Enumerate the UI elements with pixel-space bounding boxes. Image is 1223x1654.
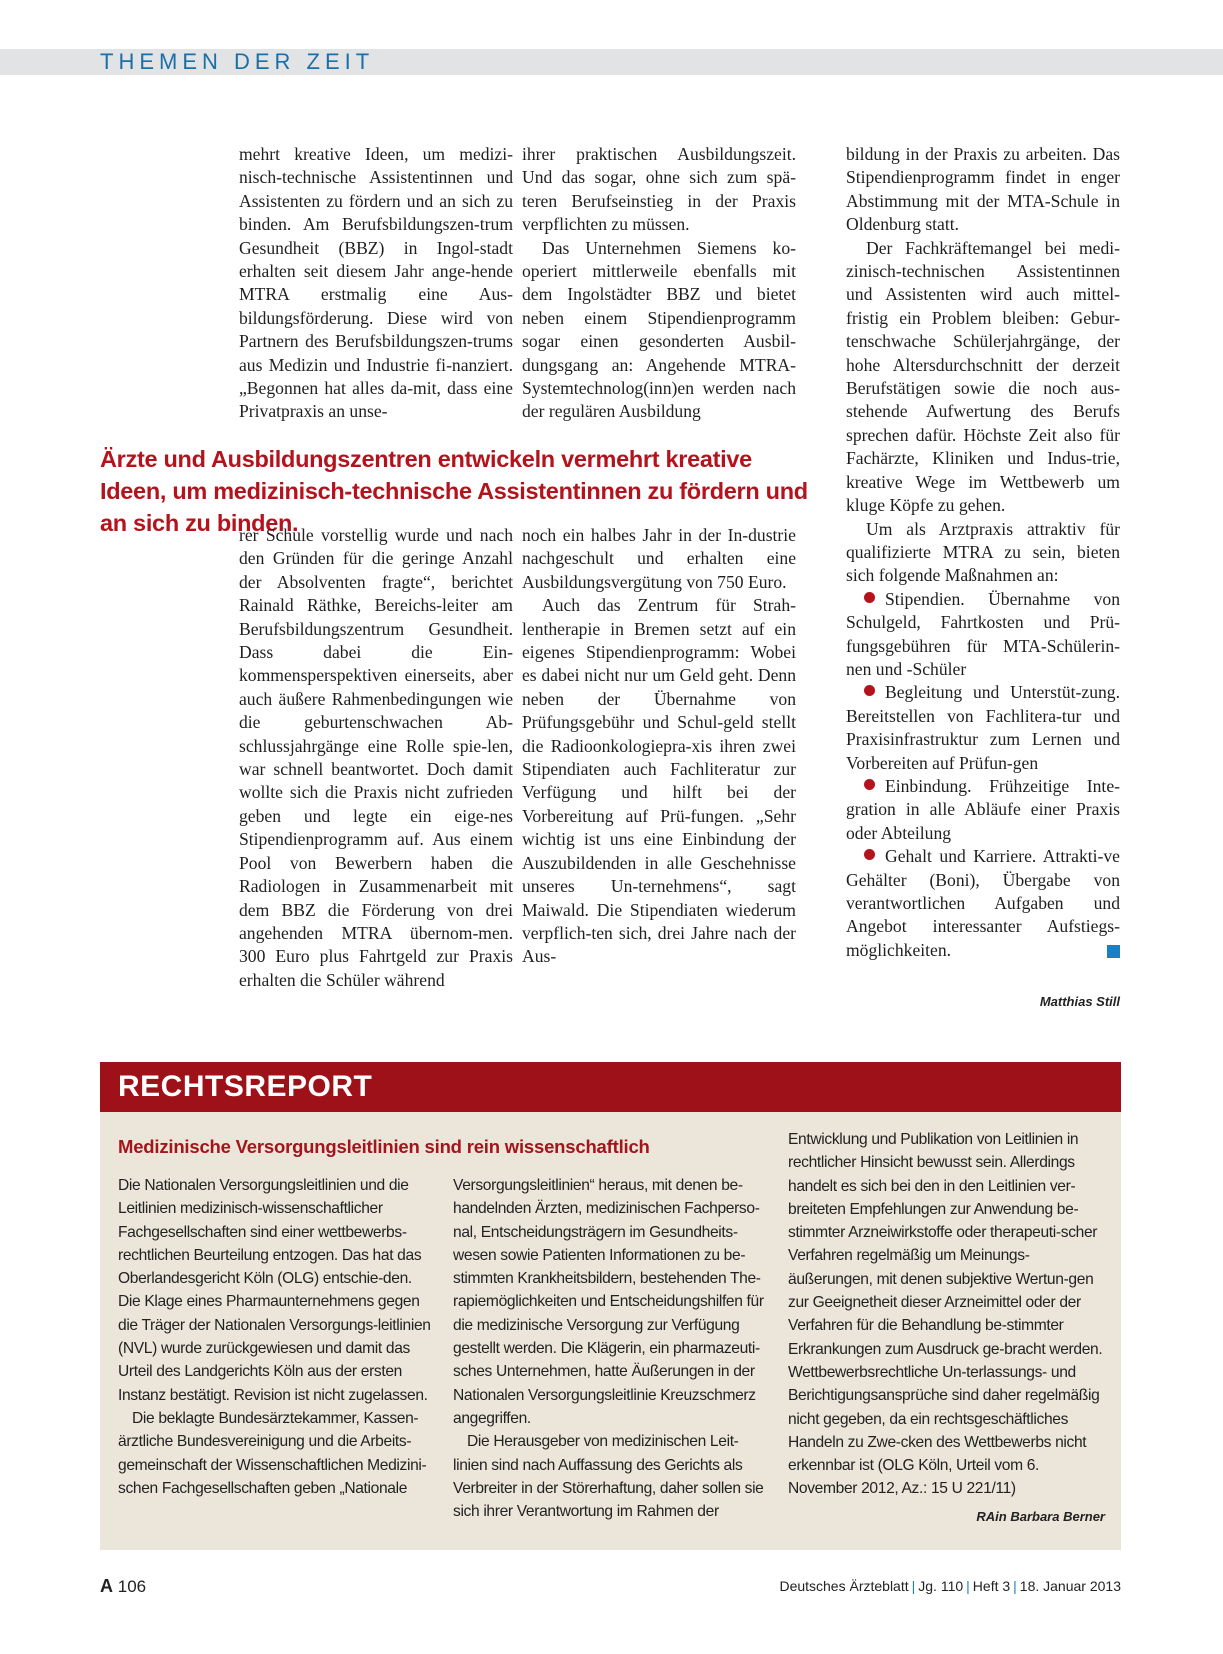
paragraph: noch ein halbes Jahr in der In-dustrie nachgeschult und erhalten eine Ausbildungsvergütung von 750 Euro. <box>522 525 796 592</box>
volume: Jg. 110 <box>918 1578 964 1594</box>
paragraph: Um als Arztpraxis attraktiv für qualifizierte MTRA zu sein, bieten sich folgende Maßnahmen an: <box>846 518 1120 586</box>
rechtsreport-col1 <box>118 1174 436 1500</box>
article-col2-bottom <box>522 524 796 969</box>
list-item: Begleitung und Unterstüt-zung. Bereitstellen von Fachlitera-tur und Praxisinfrastruktur zum Lernen und Vorbereiten auf Prüfun-gen <box>846 682 1120 773</box>
journal-name: Deutsches Ärzteblatt <box>779 1578 909 1594</box>
article-author: Matthias Still <box>1039 994 1120 1009</box>
bullet-icon <box>864 779 875 790</box>
issue-date: 18. Januar 2013 <box>1019 1578 1121 1594</box>
pull-quote: Ärzte und Ausbildungszentren entwickeln vermehrt kreative Ideen, um medizinisch-technische Assistentinnen zu fördern und an sich zu binden. <box>100 446 808 536</box>
article-col3 <box>846 143 1120 962</box>
rechtsreport-col3 <box>788 1128 1106 1501</box>
rechtsreport-headline: Medizinische Versorgungsleitlinien sind rein wissenschaftlich <box>118 1136 650 1157</box>
end-of-article-icon <box>1107 945 1120 958</box>
article-col2-top <box>522 143 796 424</box>
paragraph: Die Herausgeber von medizinischen Leit-linien sind nach Auffassung des Gerichts als Verbreiter in der Störerhaftung, daher sollen sie sich ihrer Verantwortung im Rahmen der <box>453 1433 764 1521</box>
paragraph: Der Fachkräftemangel bei medi-zinisch-technischen Assistentinnen und Assistenten wird auch mittel-fristig ein Problem bleiben: Gebur-tenschwache Schülerjahrgänge, der hohe Altersdurchschnitt der derzeit Berufstätigen sowie die noch aus-stehende Aufwertung des Berufs sprechen dafür. Höchste Zeit also für Fachärzte, Kliniken und Indus-trie, kreative Wege im Wettbewerb um kluge Köpfe zu gehen. <box>846 237 1120 516</box>
article-col1-bottom <box>239 524 513 992</box>
bullet-icon <box>864 592 875 603</box>
paragraph: mehrt kreative Ideen, um medizi-nisch-technische Assistentinnen und Assistenten zu fördern und an sich zu binden. Am Berufsbildungszen-trum Gesundheit (BBZ) in Ingol-stadt erhalten seit diesem Jahr ange-hende MTRA erstmalig eine Aus-bildungsförderung. Diese wird von Partnern des Berufsbildungszen-trums aus Medizin und Industrie fi-nanziert. „Begonnen hat alles da-mit, dass eine Privatpraxis an unse- <box>239 144 513 422</box>
rechtsreport-title: RECHTSREPORT <box>118 1070 373 1103</box>
paragraph: Das Unternehmen Siemens ko-operiert mittlerweile ebenfalls mit dem Ingolstädter BBZ und bietet neben einem Stipendienprogramm sogar einen gesonderten Ausbil-dungsgang an: Angehende MTRA-Systemtechnolog(inn)en werden nach der regulären Ausbildung <box>522 237 796 422</box>
rechtsreport-col2 <box>453 1174 771 1523</box>
paragraph: Versorgungsleitlinien“ heraus, mit denen be-handelnden Ärzten, medizinischen Fachperso-nal, Entscheidungsträgern im Gesundheits-wesen sowie Patienten Informationen zu be-stimmten Krankheitsbildern, bestehenden The-rapiemöglichkeiten und Entscheidungshilfen für die medizinische Versorgung zur Verfügung gestellt werden. Die Klägerin, ein pharmazeuti-sches Unternehmen, hatte Äußerungen in der Nationalen Versorgungsleitlinie Kreuzschmerz angegriffen. <box>453 1177 764 1427</box>
paragraph: rer Schule vorstellig wurde und nach den Gründen für die geringe Anzahl der Absolventen fragte“, berichtet Rainald Räthke, Bereichs-leiter am Berufsbildungszentrum Gesundheit. Dass dabei die Ein-kommensperspektiven einerseits, aber auch äußere Rahmenbedingungen wie die geburtenschwachen Ab-schlussjahrgänge eine Rolle spie-len, war schnell beantwortet. Doch damit wollte sich die Praxis nicht zufrieden geben und legte ein eige-nes Stipendienprogramm auf. Aus einem Pool von Bewerbern haben die Radiologen in Zusammenarbeit mit dem BBZ die Förderung von drei angehenden MTRA übernom-men. 300 Euro plus Fahrtgeld zur Praxis erhalten die Schüler während <box>239 525 513 990</box>
measures-list <box>846 588 1120 963</box>
bullet-icon <box>864 685 875 696</box>
paragraph: bildung in der Praxis zu arbeiten. Das Stipendienprogramm findet in enger Abstimmung mit der MTA-Schule in Oldenburg statt. <box>846 144 1120 235</box>
paragraph: Entwicklung und Publikation von Leitlinien in rechtlicher Hinsicht bewusst sein. Allerdings handelt es sich bei den in den Leitlinien ver-breiteten Empfehlungen zur Anwendung be-stimmter Arzneiwirkstoffe oder therapeuti-scher Verfahren regelmäßig um Meinungs-äußerungen, mit denen subjektive Wertun-gen zur Geeignetheit dieser Arzneimittel oder der Verfahren für die Behandlung be-stimmter Erkrankungen zum Ausdruck ge-bracht werden. Wettbewerbsrechtliche Un-terlassungs- und Berichtigungsansprüche sind daher regelmäßig nicht gegeben, da ein rechtsgeschäftliches Handeln zu Zwe-cken des Wettbewerbs nicht erkennbar ist (OLG Köln, Urteil vom 6. November 2012, Az.: 15 U 221/11) <box>788 1131 1103 1498</box>
article-col1-top <box>239 143 513 424</box>
list-item: Stipendien. Übernahme von Schulgeld, Fahrtkosten und Prü-fungsgebühren für MTA-Schülerin-nen und -Schüler <box>846 588 1120 679</box>
bullet-icon <box>864 849 875 860</box>
issue: Heft 3 <box>972 1578 1011 1594</box>
paragraph: Auch das Zentrum für Strah-lentherapie in Bremen setzt auf ein eigenes Stipendienprogramm: Wobei es dabei nicht nur um Geld geht. Denn neben der Übernahme von Prüfungsgebühr und Schul-geld stellt die Radioonkologiepra-xis ihren zwei Stipendiaten auch Fachliteratur zur Verfügung und hilft bei der Vorbereitung auf Prü-fungen. „Sehr wichtig ist uns eine Einbindung der Auszubildenden in alle Geschehnisse unseres Un-ternehmens“, sagt Maiwald. Die Stipendiaten wiederum verpflich-ten sich, drei Jahre nach der Aus- <box>522 595 796 967</box>
page-number: A 106 <box>100 1576 147 1596</box>
list-item: Einbindung. Frühzeitige Inte-gration in alle Abläufe einer Praxis oder Abteilung <box>846 775 1120 843</box>
paragraph: Die Nationalen Versorgungsleitlinien und die Leitlinien medizinisch-wissenschaftlicher Fachgesellschaften sind einer wettbewerbs-rechtlichen Beurteilung entzogen. Das hat das Oberlandesgericht Köln (OLG) entschie-den. Die Klage eines Pharmaunternehmens gegen die Träger der Nationalen Versorgungs-leitlinien (NVL) wurde zurückgewiesen und damit das Urteil des Landgerichts Köln aus der ersten Instanz bestätigt. Revision ist nicht zugelassen. <box>118 1177 431 1404</box>
section-label: THEMEN DER ZEIT <box>100 49 375 74</box>
paragraph: Die beklagte Bundesärztekammer, Kassen-ärztliche Bundesvereinigung und die Arbeits-gemeinschaft der Wissenschaftlichen Medizini-schen Fachgesellschaften geben „Nationale <box>118 1409 427 1497</box>
list-item: Gehalt und Karriere. Attrakti-ve Gehälter (Boni), Übergabe von verantwortlichen Aufgaben und Angebot interessanter Aufstiegs-möglichkeiten. <box>846 846 1120 960</box>
publication-info: Deutsches Ärzteblatt | Jg. 110 | Heft 3 | 18. Januar 2013 <box>779 1578 1121 1594</box>
rechtsreport-author: RAin Barbara Berner <box>976 1509 1105 1524</box>
paragraph: ihrer praktischen Ausbildungszeit. Und das sogar, ohne sich zum spä-teren Berufseinstieg in der Praxis verpflichten zu müssen. <box>522 144 796 235</box>
